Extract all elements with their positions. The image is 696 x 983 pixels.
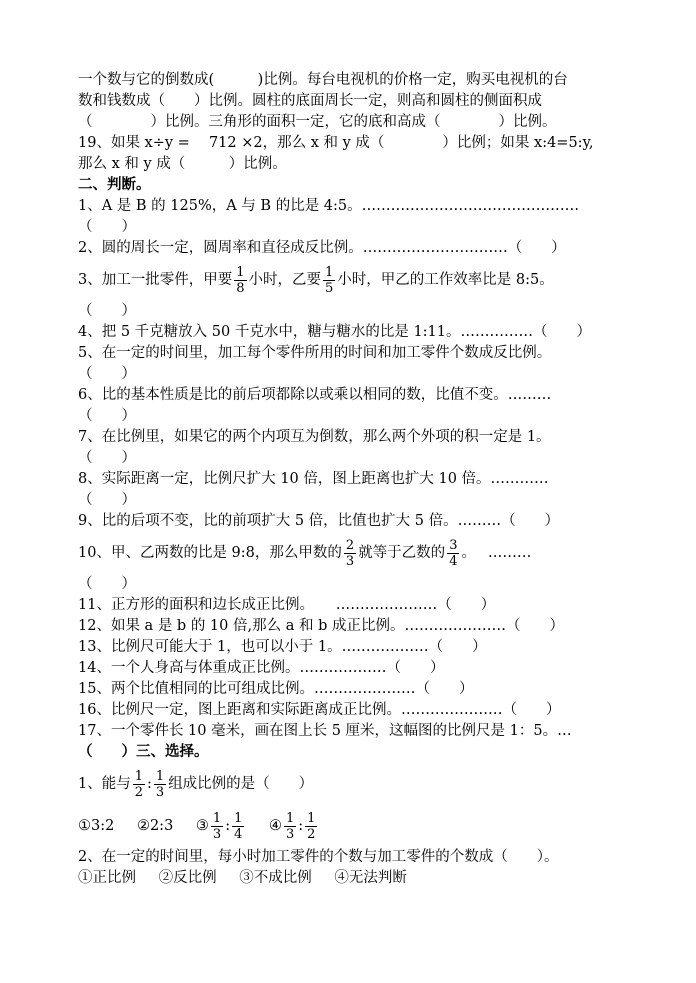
judge-item	[78, 595, 638, 616]
judge-text: 16、比例尺一定，图上距离和实际距离成正比例。…………………（ ）	[78, 702, 561, 718]
judge-text: 5、在一定的时间里，加工每个零件所用的时间和加工零件个数成反比例。	[78, 345, 552, 361]
choice-options-2	[78, 868, 638, 889]
judge-text: 15、两个比值相同的比可组成比例。…………………（ ）	[78, 681, 474, 697]
numerator: 1	[155, 768, 165, 784]
judge-item	[78, 238, 638, 259]
option-label: ①3:2	[78, 818, 115, 834]
numerator: 1	[212, 810, 222, 826]
judge-item	[78, 616, 638, 637]
judge-item-fraction	[78, 532, 638, 574]
question-text: 1、能与	[78, 776, 131, 792]
denominator: 4	[449, 553, 458, 569]
question-19: 19、如果 x÷y = 712 ×2，那么 x 和 y 成（ ）比例；如果 x:4=5:y,	[78, 135, 594, 151]
judge-text: 13、比例尺可能大于 1，也可以小于 1。………………（ ）	[78, 639, 487, 655]
option-label: ③不成比例	[239, 870, 312, 886]
question-text: 2、在一定的时间里，每小时加工零件的个数与加工零件的个数成（ ）。	[78, 849, 559, 865]
option-label: ④	[268, 818, 282, 834]
judge-text: 17、一个零件长 10 毫米，画在图上长 5 厘米，这幅图的比例尺是 1：5。…	[78, 723, 572, 739]
judge-item	[78, 427, 638, 448]
section-heading-choice	[78, 742, 638, 763]
numerator: 1	[325, 264, 334, 280]
numerator: 2	[345, 537, 355, 553]
denominator: 5	[325, 280, 334, 296]
answer-blank	[78, 490, 638, 511]
text-line	[78, 91, 638, 112]
judge-text: 11、正方形的面积和边长成正比例。 …………………（ ）	[78, 597, 496, 613]
option-label: ②2:3	[136, 818, 174, 834]
answer-bracket: （ ）	[78, 366, 136, 382]
denominator: 3	[212, 826, 222, 842]
numerator: 1	[134, 768, 144, 784]
judge-text: 6、比的基本性质是比的前后项都除以或乘以相同的数，比值不变。………	[78, 387, 552, 403]
option-label: ②反比例	[158, 870, 217, 886]
answer-bracket: （ ）	[78, 450, 136, 466]
numerator: 3	[449, 537, 458, 553]
option	[78, 805, 114, 847]
judge-item	[78, 637, 638, 658]
answer-blank	[78, 448, 638, 469]
answer-blank	[78, 574, 638, 595]
fill-blank-line: 一个数与它的倒数成( )比例。每台电视机的价格一定，购买电视机的台	[78, 72, 568, 88]
judge-item	[78, 469, 638, 490]
judge-item	[78, 322, 638, 343]
fraction	[232, 811, 244, 842]
section-heading-judge	[78, 175, 638, 196]
judge-text: 3、加工一批零件，甲要	[78, 272, 233, 288]
option-label: ①正比例	[78, 870, 136, 886]
option: ③ $\frac{1}{3}$ : $\frac{1}{4}$	[195, 810, 243, 842]
judge-text: 9、比的后项不变，比的前项扩大 5 倍，比值也扩大 5 倍。………（ ）	[78, 513, 560, 529]
fill-blank-line: 数和钱数成（ ）比例。圆柱的底面周长一定，则高和圆柱的侧面积成	[78, 93, 542, 109]
fraction	[154, 769, 166, 800]
judge-item	[78, 679, 638, 700]
answer-blank	[78, 364, 638, 385]
fraction	[133, 769, 145, 800]
judge-text: 10、甲、乙两数的比是 9:8，那么甲数的	[78, 545, 342, 561]
text-line	[78, 70, 638, 91]
judge-text: 8、实际距离一定，比例尺扩大 10 倍，图上距离也扩大 10 倍。…………	[78, 471, 549, 487]
answer-blank	[78, 301, 638, 322]
choice-question-2	[78, 847, 638, 868]
fraction	[344, 538, 356, 569]
judge-item	[78, 385, 638, 406]
worksheet	[78, 70, 638, 889]
judge-item	[78, 700, 638, 721]
numerator: 1	[234, 810, 243, 826]
choice-question-1	[78, 763, 638, 805]
judge-text: 14、一个人身高与体重成正比例。………………（ ）	[78, 660, 445, 676]
option-label: ③	[195, 818, 209, 834]
answer-bracket: （ ）	[78, 219, 136, 235]
numerator: 1	[236, 264, 245, 280]
denominator: 8	[236, 280, 245, 296]
fraction	[447, 538, 459, 569]
fraction	[234, 265, 246, 296]
numerator: 1	[307, 810, 316, 826]
question-text: 组成比例的是（ ）	[168, 776, 314, 792]
judge-item	[78, 343, 638, 364]
option-label: ④无法判断	[334, 870, 407, 886]
fraction	[323, 265, 335, 296]
denominator: 2	[307, 826, 316, 842]
text-line	[78, 154, 638, 175]
answer-bracket: （ ）	[78, 492, 136, 508]
judge-text: 。 ………	[461, 545, 532, 561]
judge-item-fraction	[78, 259, 638, 301]
judge-item	[78, 658, 638, 679]
judge-text: 1、A 是 B 的 125%，A 与 B 的比是 4:5。………………………………………	[78, 198, 580, 214]
question-19-cont: 那么 x 和 y 成（ ）比例。	[78, 156, 287, 172]
ratio-colon: :	[147, 776, 152, 792]
denominator: 4	[234, 826, 243, 842]
judge-text: 小时，甲乙的工作效率比是 8:5。	[337, 272, 554, 288]
option	[137, 805, 173, 847]
judge-text: 2、圆的周长一定，圆周率和直径成反比例。…………………………（ ）	[78, 240, 566, 256]
judge-item	[78, 511, 638, 532]
option: ④ $\frac{1}{3}$ : $\frac{1}{2}$	[268, 810, 316, 842]
answer-blank	[78, 406, 638, 427]
text-line	[78, 133, 638, 154]
fill-blank-line: （ ）比例。三角形的面积一定，它的底和高成（ ）比例。	[78, 114, 557, 130]
judge-item	[78, 721, 638, 742]
numerator: 1	[285, 810, 295, 826]
answer-blank	[78, 217, 638, 238]
judge-item	[78, 196, 638, 217]
section-title: （ ）三、选择。	[78, 744, 209, 760]
judge-text: 小时，乙要	[248, 272, 322, 288]
fraction	[305, 811, 317, 842]
denominator: 3	[285, 826, 295, 842]
answer-bracket: （ ）	[78, 408, 136, 424]
judge-text: 12、如果 a 是 b 的 10 倍,那么 a 和 b 成正比例。…………………（ ）	[78, 618, 564, 634]
judge-text: 4、把 5 千克糖放入 50 千克水中，糖与糖水的比是 1:11。……………（ ）	[78, 324, 592, 340]
judge-text: 7、在比例里，如果它的两个内项互为倒数，那么两个外项的积一定是 1。	[78, 429, 551, 445]
answer-bracket: （ ）	[78, 303, 136, 319]
denominator: 2	[134, 784, 144, 800]
fraction	[211, 811, 223, 842]
fraction	[284, 811, 296, 842]
section-title: 二、判断。	[78, 177, 151, 193]
denominator: 3	[155, 784, 165, 800]
choice-options-1	[78, 805, 638, 847]
text-line	[78, 112, 638, 133]
judge-text: 就等于乙数的	[358, 545, 446, 561]
answer-bracket: （ ）	[78, 576, 136, 592]
denominator: 3	[345, 553, 355, 569]
